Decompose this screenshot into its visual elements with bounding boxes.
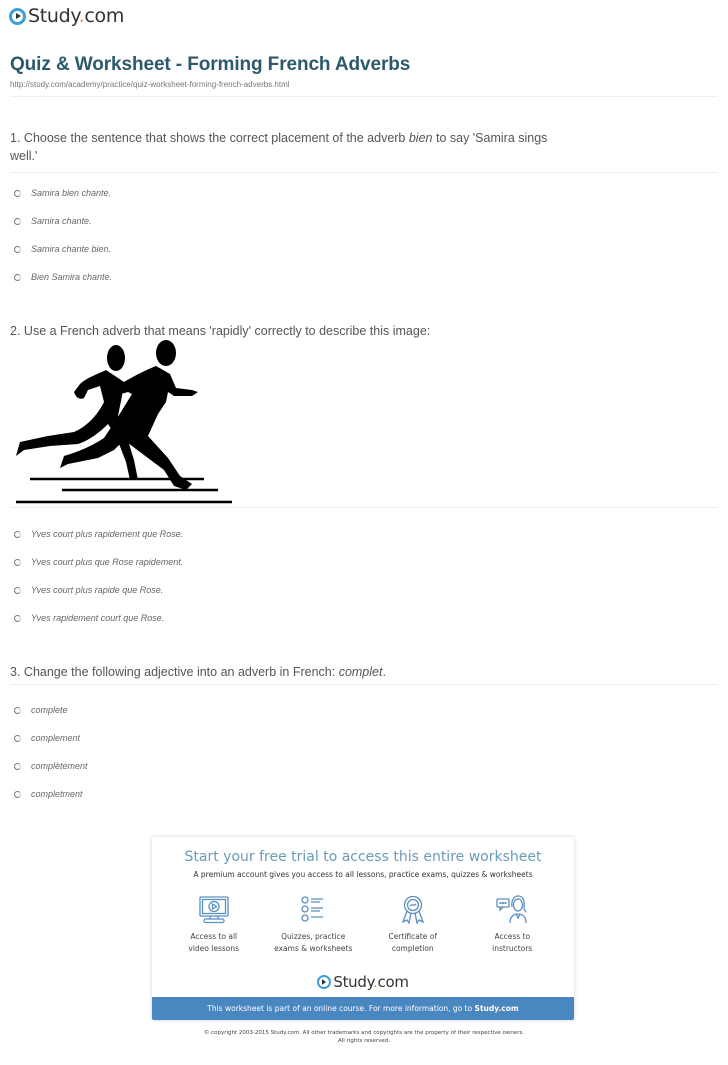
answer-option[interactable]: Yves rapidement court que Rose. [14,611,164,625]
play-circle-icon [9,8,26,25]
promo-title[interactable]: Start your free trial to access this entire worksheet [184,849,542,865]
question-2: 2. Use a French adverb that means 'rapidly' correctly to describe this image: [10,324,431,338]
certificate-ribbon-icon [396,895,430,925]
answer-option[interactable]: complement [14,731,80,745]
page-url: http://study.com/academy/practice/quiz-worksheet-forming-french-adverbs.html [10,80,290,89]
radio-button[interactable] [14,763,21,770]
radio-button[interactable] [14,735,21,742]
divider [10,96,718,97]
radio-button[interactable] [14,707,21,714]
question-1: 1. Choose the sentence that shows the correct placement of the adverb bien to say 'Samira sings well.' [10,131,548,163]
study-com-link[interactable]: Study.com [474,1004,519,1013]
radio-button[interactable] [14,274,21,281]
answer-option[interactable]: Samira chante. [14,214,92,228]
page-title: Quiz & Worksheet - Forming French Adverbs [10,54,411,75]
answer-option[interactable]: Samira bien chante. [14,186,111,200]
radio-button[interactable] [14,246,21,253]
answer-option[interactable]: Yves court plus que Rose rapidement. [14,555,183,569]
radio-button[interactable] [14,218,21,225]
radio-button[interactable] [14,531,21,538]
radio-button[interactable] [14,559,21,566]
feature-quizzes: Quizzes, practice exams & worksheets [264,895,364,955]
divider [10,507,718,508]
free-trial-promo[interactable] [152,837,574,1020]
answer-option[interactable]: complètement [14,759,88,773]
answer-option[interactable]: Samira chante bien. [14,242,111,256]
promo-subtitle: A premium account gives you access to all lessons, practice exams, quizzes & worksheets [193,870,533,879]
online-course-banner[interactable]: This worksheet is part of an online course. For more information, go to Study.com [152,997,574,1020]
feature-list [152,895,574,955]
logo-text: Study.com [28,5,125,27]
divider [10,172,718,173]
answer-option[interactable]: Yves court plus rapide que Rose. [14,583,163,597]
divider [10,684,718,685]
runners-silhouette-image [8,340,236,508]
answer-option[interactable]: complete [14,703,68,717]
copyright-notice: © copyright 2003-2015 Study.com. All other trademarks and copyrights are the property of their respective owners. All rights reserved. [203,1030,525,1044]
answer-option[interactable]: Bien Samira chante. [14,270,112,284]
radio-button[interactable] [14,615,21,622]
answer-option[interactable]: completment [14,787,83,801]
study-logo[interactable] [9,5,124,27]
promo-study-logo[interactable]: Study.com [152,973,574,991]
feature-certificate: Certificate of completion [363,895,463,955]
answer-option[interactable]: Yves court plus rapidement que Rose. [14,527,183,541]
play-circle-icon [317,975,331,989]
question-3: 3. Change the following adjective into an adverb in French: complet. [10,665,386,679]
feature-instructors: Access to instructors [463,895,563,955]
video-monitor-icon [197,895,231,925]
checklist-icon [296,895,330,925]
radio-button[interactable] [14,791,21,798]
radio-button[interactable] [14,587,21,594]
instructor-chat-icon [495,895,529,925]
feature-video-lessons: Access to all video lessons [164,895,264,955]
radio-button[interactable] [14,190,21,197]
